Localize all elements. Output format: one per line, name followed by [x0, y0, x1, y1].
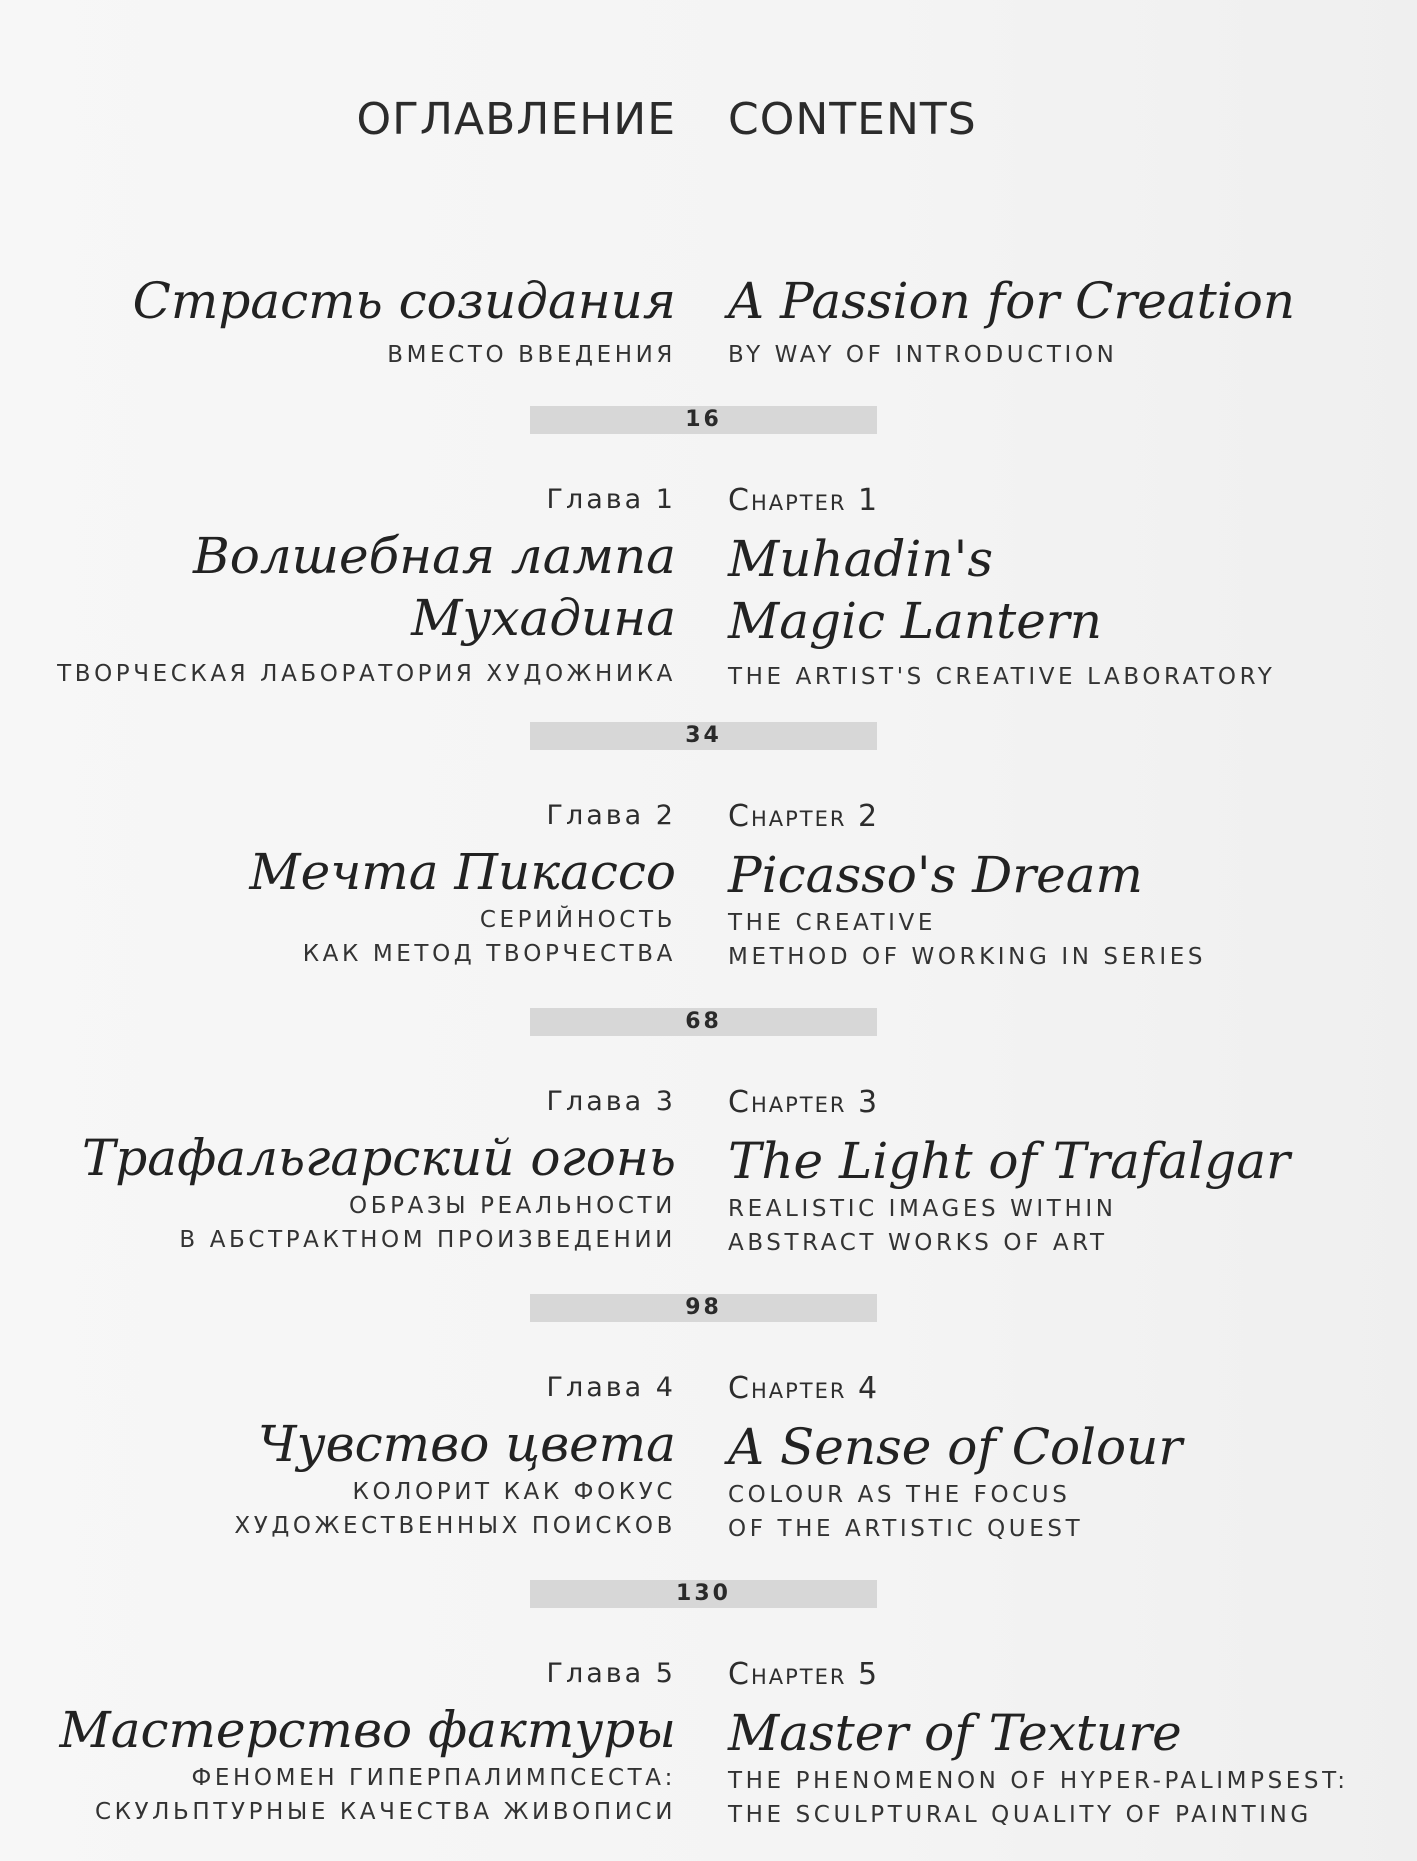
- chapter-3-en-column: [728, 1085, 1368, 1260]
- chapter-subtitle-line: THE CREATIVE: [728, 910, 937, 936]
- contents-heading-ru: ОГЛАВЛЕНИЕ: [356, 94, 676, 145]
- chapter-subtitle-line: THE PHENOMENON OF HYPER-PALIMPSEST:: [728, 1768, 1349, 1794]
- intro-subtitle-en: BY WAY OF INTRODUCTION: [728, 342, 1118, 368]
- chapter-subtitle-line: ТВОРЧЕСКАЯ ЛАБОРАТОРИЯ ХУДОЖНИКА: [57, 661, 676, 687]
- chapter-subtitle-line: КАК МЕТОД ТВОРЧЕСТВА: [302, 941, 676, 967]
- page-number-intro[interactable]: 16: [530, 406, 877, 434]
- chapter-label-en: Chapter 1: [728, 483, 880, 518]
- chapter-1-en-column: [728, 483, 1368, 694]
- chapter-title-line: Трафальгарский огонь: [81, 1129, 676, 1187]
- chapter-title-ru: [0, 1127, 676, 1189]
- intro-title-en: A Passion for Creation: [728, 272, 1296, 330]
- chapter-subtitle-line: В АБСТРАКТНОМ ПРОИЗВЕДЕНИИ: [179, 1227, 676, 1253]
- chapter-title-line: Picasso's Dream: [728, 846, 1143, 904]
- chapter-title-en: [728, 528, 1368, 652]
- intro-title-ru: Страсть созидания: [132, 272, 676, 330]
- chapter-title-line: Master of Texture: [728, 1704, 1182, 1762]
- intro-subtitle-ru: ВМЕСТО ВВЕДЕНИЯ: [387, 342, 676, 368]
- chapter-subtitle-en: [728, 660, 1368, 694]
- chapter-4-en-column: [728, 1371, 1368, 1546]
- chapter-title-line: Мечта Пикассо: [249, 843, 676, 901]
- chapter-title-ru: [0, 841, 676, 903]
- chapter-title-en: [728, 1702, 1368, 1764]
- chapter-title-line: The Light of Trafalgar: [728, 1132, 1291, 1190]
- chapter-2-en-column: [728, 799, 1368, 974]
- chapter-subtitle-en: [728, 906, 1368, 974]
- contents-heading-en: CONTENTS: [728, 94, 977, 145]
- chapter-title-line: Мастерство фактуры: [59, 1701, 676, 1759]
- chapter-subtitle-line: ХУДОЖЕСТВЕННЫХ ПОИСКОВ: [234, 1513, 676, 1539]
- chapter-title-en: [728, 844, 1368, 906]
- chapter-5-en-column: [728, 1657, 1368, 1832]
- chapter-label-en: Chapter 4: [728, 1371, 880, 1406]
- intro-en-column: [728, 270, 1368, 372]
- chapter-label-ru: Глава 2: [546, 800, 676, 831]
- chapter-title-en: [728, 1416, 1368, 1478]
- chapter-subtitle-line: THE SCULPTURAL QUALITY OF PAINTING: [728, 1802, 1312, 1828]
- chapter-label-ru: Глава 5: [546, 1658, 676, 1689]
- chapter-subtitle-line: СЕРИЙНОСТЬ: [479, 907, 676, 933]
- chapter-label-ru: Глава 1: [546, 484, 676, 515]
- chapter-label-ru: Глава 4: [546, 1372, 676, 1403]
- chapter-subtitle-en: [728, 1192, 1368, 1260]
- page-number-chapter-2[interactable]: 68: [530, 1008, 877, 1036]
- chapter-title-ru: [0, 1413, 676, 1475]
- chapter-title-ru: [0, 1699, 676, 1761]
- chapter-title-en: [728, 1130, 1368, 1192]
- chapter-title-line: Волшебная лампа: [192, 527, 676, 585]
- chapter-title-line: Чувство цвета: [257, 1415, 676, 1473]
- chapter-subtitle-line: OF THE ARTISTIC QUEST: [728, 1516, 1084, 1542]
- chapter-label-en: Chapter 5: [728, 1657, 880, 1692]
- page-number-chapter-4[interactable]: 130: [530, 1580, 877, 1608]
- chapter-title-line: Muhadin's: [728, 530, 994, 588]
- chapter-4-ru-column: [0, 1374, 676, 1543]
- chapter-2-ru-column: [0, 802, 676, 971]
- page-number-chapter-3[interactable]: 98: [530, 1294, 877, 1322]
- chapter-subtitle-line: СКУЛЬПТУРНЫЕ КАЧЕСТВА ЖИВОПИСИ: [94, 1799, 676, 1825]
- chapter-label-en: Chapter 2: [728, 799, 880, 834]
- chapter-label-en: Chapter 3: [728, 1085, 880, 1120]
- chapter-subtitle-en: [728, 1764, 1368, 1832]
- chapter-subtitle-line: REALISTIC IMAGES WITHIN: [728, 1196, 1117, 1222]
- chapter-subtitle-line: THE ARTIST'S CREATIVE LABORATORY: [728, 664, 1276, 690]
- chapter-title-line: Magic Lantern: [728, 592, 1102, 650]
- chapter-subtitle-line: КОЛОРИТ КАК ФОКУС: [352, 1479, 676, 1505]
- chapter-title-line: Мухадина: [411, 589, 676, 647]
- chapter-3-ru-column: [0, 1088, 676, 1257]
- chapter-subtitle-en: [728, 1478, 1368, 1546]
- chapter-subtitle-line: ОБРАЗЫ РЕАЛЬНОСТИ: [349, 1193, 676, 1219]
- page-number-chapter-1[interactable]: 34: [530, 722, 877, 750]
- chapter-subtitle-ru: [0, 657, 676, 691]
- intro-ru-column: [0, 270, 676, 372]
- chapter-subtitle-ru: [0, 1761, 676, 1829]
- chapter-subtitle-line: ABSTRACT WORKS OF ART: [728, 1230, 1108, 1256]
- chapter-subtitle-ru: [0, 1475, 676, 1543]
- chapter-title-ru: [0, 525, 676, 649]
- chapter-subtitle-line: METHOD OF WORKING IN SERIES: [728, 944, 1207, 970]
- chapter-label-ru: Глава 3: [546, 1086, 676, 1117]
- chapter-1-ru-column: [0, 486, 676, 691]
- chapter-subtitle-line: COLOUR AS THE FOCUS: [728, 1482, 1071, 1508]
- chapter-subtitle-ru: [0, 903, 676, 971]
- chapter-subtitle-ru: [0, 1189, 676, 1257]
- chapter-subtitle-line: ФЕНОМЕН ГИПЕРПАЛИМПСЕСТА:: [191, 1765, 676, 1791]
- chapter-5-ru-column: [0, 1660, 676, 1829]
- chapter-title-line: A Sense of Colour: [728, 1418, 1183, 1476]
